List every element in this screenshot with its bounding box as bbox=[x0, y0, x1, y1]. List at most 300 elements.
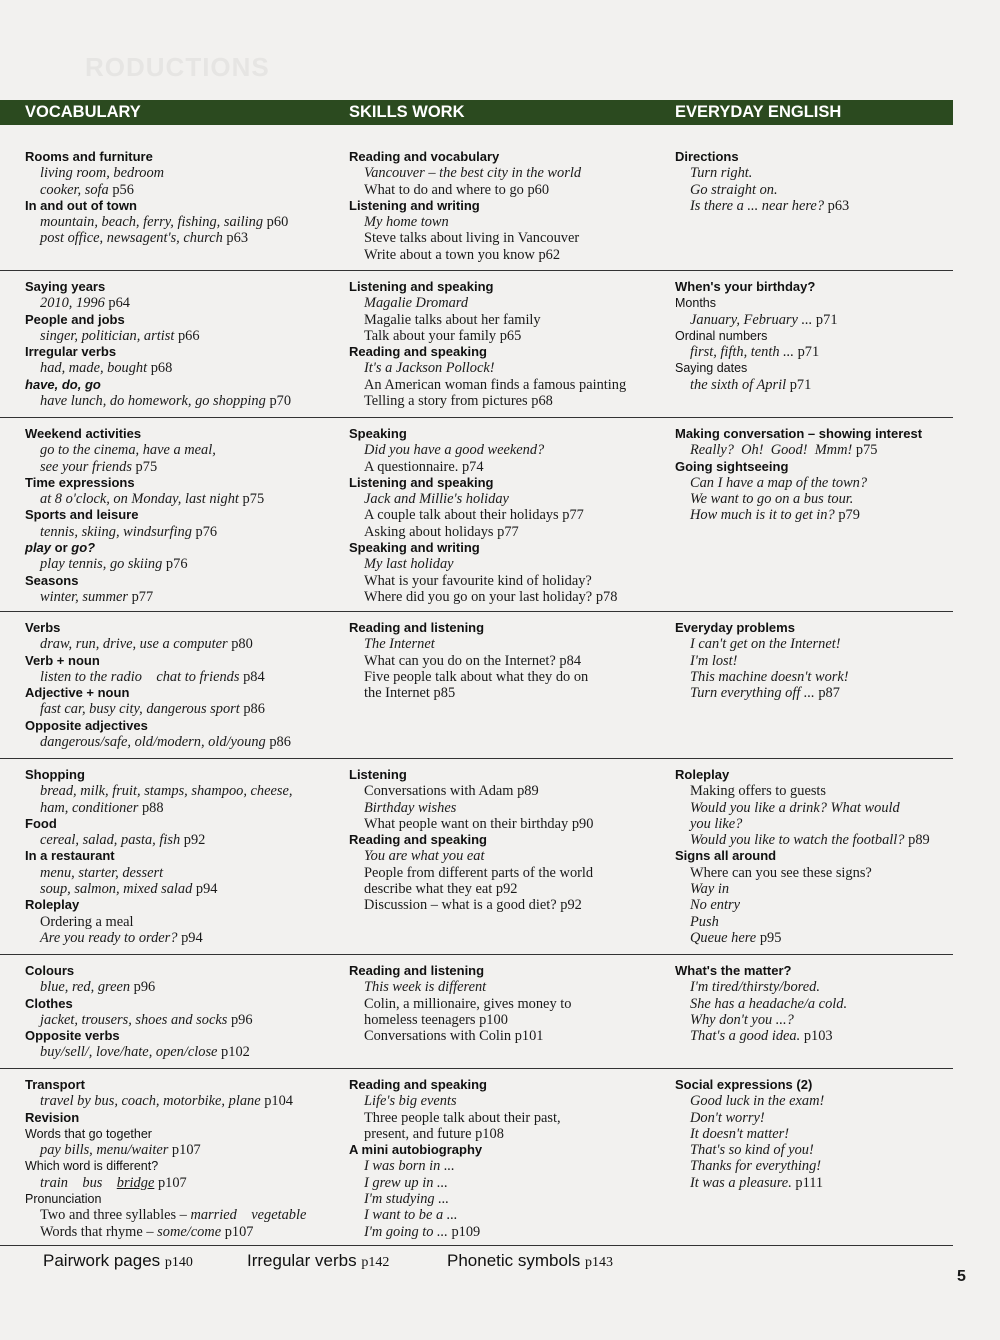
topic-line bbox=[675, 1110, 950, 1126]
topic-line bbox=[25, 636, 335, 652]
everyday-column bbox=[675, 620, 950, 701]
page-reference[interactable]: p78 bbox=[595, 588, 618, 605]
line-text: This machine doesn't work! bbox=[690, 668, 849, 685]
topic-line bbox=[675, 783, 950, 799]
page-reference[interactable]: p75 bbox=[135, 458, 158, 475]
line-text: Way in bbox=[690, 881, 730, 898]
topic-line bbox=[25, 230, 335, 246]
line-text: train bus bbox=[40, 1174, 117, 1191]
topic-line bbox=[675, 996, 950, 1012]
topic-line bbox=[25, 783, 335, 799]
section-divider bbox=[0, 758, 953, 759]
line-text: Why don't you ...? bbox=[690, 1011, 794, 1028]
line-text: Reading and vocabulary bbox=[349, 149, 500, 164]
line-text: cereal, salad, pasta, fish bbox=[40, 832, 181, 849]
topic-heading bbox=[675, 848, 950, 864]
vocabulary-column bbox=[25, 620, 335, 750]
line-text: Five people talk about what they do on bbox=[364, 668, 589, 685]
topic-heading bbox=[349, 344, 669, 360]
page-reference[interactable]: p75 bbox=[242, 491, 265, 508]
line-text: Saying years bbox=[25, 279, 106, 294]
line-text: living room, bedroom bbox=[40, 165, 165, 182]
line-text: In and out of town bbox=[25, 197, 137, 213]
page-reference[interactable]: p95 bbox=[759, 929, 782, 946]
line-text: I'm going to ... bbox=[364, 1223, 448, 1240]
everyday-column bbox=[675, 279, 950, 393]
topic-line bbox=[675, 491, 950, 507]
page-reference[interactable]: p75 bbox=[855, 442, 878, 459]
topic-line bbox=[349, 636, 669, 652]
everyday-english-header: EVERYDAY ENGLISH bbox=[675, 103, 842, 121]
page-reference[interactable]: p94 bbox=[195, 881, 218, 898]
line-text: Listening and speaking bbox=[349, 474, 494, 490]
line-text: fast car, busy city, dangerous sport bbox=[40, 701, 240, 718]
heading-text: have, do, go bbox=[25, 376, 101, 392]
topic-line bbox=[675, 685, 950, 701]
topic-heading bbox=[25, 996, 335, 1012]
topic-line bbox=[349, 589, 669, 605]
page-reference[interactable]: p85 bbox=[433, 685, 456, 702]
topic-line bbox=[675, 669, 950, 685]
line-text: Reading and speaking bbox=[349, 1077, 487, 1092]
topic-line bbox=[675, 930, 950, 946]
line-text: No entry bbox=[690, 897, 740, 914]
topic-line bbox=[349, 881, 669, 897]
topic-heading bbox=[349, 620, 669, 636]
line-text: ham, conditioner bbox=[40, 799, 139, 816]
line-text: The Internet bbox=[364, 636, 435, 653]
line-text: It doesn't matter! bbox=[690, 1125, 789, 1142]
line-text: Verbs bbox=[25, 620, 61, 635]
line-text: Roleplay bbox=[25, 897, 80, 913]
skills-column bbox=[349, 963, 669, 1044]
line-text: first, fifth, tenth ... bbox=[690, 344, 794, 361]
line-text: Colin, a millionaire, gives money to bbox=[364, 995, 572, 1012]
line-text: Conversations with Colin bbox=[364, 1028, 512, 1045]
line-text: Life's big events bbox=[364, 1093, 457, 1110]
page-reference[interactable]: p89 bbox=[517, 783, 539, 800]
line-text: Would you like to watch the football? bbox=[690, 832, 905, 849]
line-text: Signs all around bbox=[675, 848, 777, 864]
topic-line bbox=[349, 1110, 669, 1126]
topic-line bbox=[349, 507, 669, 523]
topic-line bbox=[349, 897, 669, 913]
page-reference[interactable]: p63 bbox=[827, 197, 850, 214]
page-reference[interactable]: p80 bbox=[231, 636, 253, 653]
line-text: Don't worry! bbox=[690, 1109, 765, 1126]
line-text: Are you ready to order? bbox=[40, 929, 178, 946]
topic-heading bbox=[675, 426, 950, 442]
topic-heading bbox=[25, 149, 335, 165]
topic-heading bbox=[349, 426, 669, 442]
topic-heading bbox=[25, 1110, 335, 1126]
topic-line bbox=[349, 816, 669, 832]
everyday-column bbox=[675, 963, 950, 1044]
topic-line bbox=[25, 1191, 335, 1207]
topic-line bbox=[675, 442, 950, 458]
topic-heading bbox=[25, 279, 335, 295]
topic-heading bbox=[349, 198, 669, 214]
page-reference[interactable]: p87 bbox=[818, 685, 840, 702]
line-text: Colours bbox=[25, 963, 75, 978]
line-text: Queue here bbox=[690, 929, 757, 946]
line-text: Listening and writing bbox=[349, 197, 480, 213]
topic-line bbox=[25, 800, 335, 816]
page-reference[interactable]: p68 bbox=[150, 360, 173, 377]
topic-line bbox=[675, 1093, 950, 1109]
topic-line bbox=[675, 1142, 950, 1158]
topic-heading bbox=[25, 685, 335, 701]
topic-heading bbox=[25, 653, 335, 669]
topic-line bbox=[25, 214, 335, 230]
vocabulary-column bbox=[25, 963, 335, 1061]
topic-line bbox=[675, 636, 950, 652]
topic-line bbox=[349, 865, 669, 881]
line-text: Adjective + noun bbox=[25, 685, 130, 701]
line-text: Irregular verbs bbox=[25, 344, 117, 360]
page-reference[interactable]: p88 bbox=[141, 799, 164, 816]
topic-heading bbox=[25, 848, 335, 864]
line-text: describe what they eat bbox=[364, 881, 493, 898]
page-reference[interactable]: p101 bbox=[514, 1028, 544, 1045]
line-text: Push bbox=[690, 913, 719, 930]
heading-italic-word: play bbox=[25, 540, 52, 556]
page-reference[interactable]: p92 bbox=[495, 881, 518, 898]
line-text: Revision bbox=[25, 1109, 80, 1125]
line-text: Reading and listening bbox=[349, 620, 485, 635]
line-text: Jack and Millie's holiday bbox=[364, 491, 509, 508]
page-reference[interactable]: p86 bbox=[269, 734, 291, 751]
topic-line bbox=[675, 816, 950, 832]
topic-line bbox=[349, 848, 669, 864]
everyday-column bbox=[675, 1077, 950, 1191]
topic-heading bbox=[675, 620, 950, 636]
topic-line bbox=[675, 832, 950, 848]
topic-heading bbox=[349, 475, 669, 491]
line-text: In a restaurant bbox=[25, 848, 115, 864]
line-text: Can I have a map of the town? bbox=[690, 474, 868, 491]
line-text: travel by bus, coach, motorbike, plane bbox=[40, 1093, 261, 1110]
line-text: go to the cinema, have a meal, bbox=[40, 442, 216, 459]
line-text: Social expressions (2) bbox=[675, 1077, 813, 1092]
topic-heading bbox=[25, 1077, 335, 1093]
section-divider bbox=[0, 270, 953, 271]
page-reference[interactable]: p65 bbox=[499, 327, 522, 344]
page-reference[interactable]: p60 bbox=[527, 181, 550, 198]
topic-heading bbox=[349, 540, 669, 556]
heading-connector: or bbox=[51, 540, 72, 556]
line-text: Seasons bbox=[25, 572, 79, 588]
line-text: Conversations with Adam bbox=[364, 783, 514, 800]
topic-line bbox=[349, 442, 669, 458]
topic-line bbox=[349, 1093, 669, 1109]
topic-heading bbox=[25, 963, 335, 979]
page-reference[interactable]: p92 bbox=[560, 897, 582, 914]
vocabulary-column bbox=[25, 767, 335, 946]
vocabulary-column bbox=[25, 426, 335, 605]
line-text: Magalie talks about her family bbox=[364, 311, 541, 328]
line-text: draw, run, drive, use a computer bbox=[40, 636, 228, 653]
line-text: I'm studying ... bbox=[364, 1191, 450, 1208]
page-reference[interactable]: p84 bbox=[559, 652, 582, 669]
topic-line bbox=[675, 865, 950, 881]
line-text: Reading and speaking bbox=[349, 832, 487, 848]
topic-line bbox=[25, 1158, 335, 1174]
line-text: Weekend activities bbox=[25, 426, 142, 441]
line-text: the sixth of April bbox=[690, 376, 787, 393]
footer-links bbox=[0, 1251, 1000, 1275]
line-text: Good luck in the exam! bbox=[690, 1093, 825, 1110]
vocabulary-column bbox=[25, 149, 335, 247]
page-reference[interactable]: p77 bbox=[562, 507, 584, 524]
topic-line bbox=[349, 491, 669, 507]
page-reference[interactable]: p108 bbox=[475, 1125, 504, 1142]
line-text: 2010, 1996 bbox=[40, 295, 105, 312]
section-divider bbox=[0, 1245, 953, 1246]
topic-line bbox=[349, 230, 669, 246]
everyday-column bbox=[675, 426, 950, 524]
line-text: Where can you see these signs? bbox=[690, 864, 872, 881]
topic-heading bbox=[25, 1028, 335, 1044]
page-reference[interactable]: p107 bbox=[224, 1223, 254, 1240]
page-reference[interactable]: p56 bbox=[112, 181, 134, 198]
topic-line bbox=[25, 589, 335, 605]
line-text: I want to be a ... bbox=[364, 1207, 458, 1224]
topic-line bbox=[349, 556, 669, 572]
topic-line bbox=[349, 996, 669, 1012]
line-text: Turn everything off ... bbox=[690, 685, 815, 702]
vocabulary-column bbox=[25, 1077, 335, 1240]
topic-line bbox=[25, 360, 335, 376]
line-text: Food bbox=[25, 815, 57, 831]
topic-heading bbox=[25, 198, 335, 214]
page-reference[interactable]: p62 bbox=[538, 246, 561, 263]
page-reference[interactable]: p79 bbox=[838, 507, 860, 524]
page-reference[interactable]: p107 bbox=[157, 1174, 187, 1191]
line-text: the Internet bbox=[364, 685, 430, 702]
topic-line bbox=[675, 1175, 950, 1191]
line-text: I'm lost! bbox=[690, 652, 738, 669]
page-reference[interactable]: p71 bbox=[789, 376, 812, 393]
line-text: You are what you eat bbox=[364, 848, 485, 865]
page-reference[interactable]: p76 bbox=[195, 523, 218, 540]
page-number: 5 bbox=[957, 1268, 966, 1285]
page-reference[interactable]: p102 bbox=[221, 1044, 250, 1061]
topic-line bbox=[349, 377, 669, 393]
topic-line bbox=[675, 653, 950, 669]
page-reference[interactable]: p86 bbox=[243, 701, 265, 718]
topic-line bbox=[349, 1028, 669, 1044]
line-text: Turn right. bbox=[690, 165, 753, 182]
page-reference[interactable]: p64 bbox=[108, 295, 130, 312]
line-text: I was born in ... bbox=[364, 1158, 455, 1175]
page-reference[interactable]: p100 bbox=[479, 1011, 508, 1028]
line-text: Making conversation – showing interest bbox=[675, 426, 923, 441]
topic-line bbox=[675, 475, 950, 491]
line-text: buy/sell/, love/hate, open/close bbox=[40, 1044, 218, 1061]
topic-line bbox=[349, 1175, 669, 1191]
topic-heading bbox=[675, 1077, 950, 1093]
footer-item-phonetic-symbols[interactable]: Phonetic symbols p143 bbox=[447, 1251, 613, 1270]
line-text: Listening and speaking bbox=[349, 279, 494, 294]
topic-heading bbox=[25, 573, 335, 589]
topic-heading bbox=[349, 832, 669, 848]
line-text: Which word is different? bbox=[25, 1159, 159, 1174]
line-text: An American woman finds a famous painting bbox=[364, 376, 627, 393]
line-text: This week is different bbox=[364, 979, 487, 996]
footer-item-irregular-verbs[interactable]: Irregular verbs p142 bbox=[247, 1251, 390, 1270]
line-text: see your friends bbox=[40, 458, 132, 475]
topic-line bbox=[675, 344, 950, 360]
topic-line bbox=[675, 295, 950, 311]
line-text: Birthday wishes bbox=[364, 799, 457, 816]
topic-line bbox=[349, 182, 669, 198]
line-text: A questionnaire. bbox=[364, 458, 459, 475]
topic-line bbox=[25, 1012, 335, 1028]
topic-heading bbox=[675, 963, 950, 979]
topic-line bbox=[349, 573, 669, 589]
topic-heading bbox=[25, 540, 335, 556]
topic-line bbox=[349, 312, 669, 328]
line-text: That's so kind of you! bbox=[690, 1142, 814, 1159]
topic-line bbox=[675, 198, 950, 214]
page-reference[interactable]: p68 bbox=[531, 393, 553, 410]
page-reference[interactable]: p77 bbox=[131, 588, 154, 605]
page-reference[interactable]: p111 bbox=[795, 1174, 824, 1191]
page-reference[interactable]: p94 bbox=[181, 929, 203, 946]
skills-column bbox=[349, 426, 669, 605]
page-reference[interactable]: p103 bbox=[803, 1028, 833, 1045]
skills-column bbox=[349, 620, 669, 701]
line-text: People and jobs bbox=[25, 311, 125, 327]
line-text: That's a good idea. bbox=[690, 1028, 801, 1045]
line-text: have lunch, do homework, go shopping bbox=[40, 393, 266, 410]
line-text: at 8 o'clock, on Monday, last night bbox=[40, 491, 239, 508]
line-text: January, February ... bbox=[690, 311, 813, 328]
topic-heading bbox=[675, 149, 950, 165]
topic-line bbox=[25, 1224, 335, 1240]
line-text: Everyday problems bbox=[675, 620, 795, 635]
topic-line bbox=[675, 165, 950, 181]
line-text: pay bills, menu/waiter bbox=[40, 1142, 169, 1159]
page-reference[interactable]: p76 bbox=[165, 556, 188, 573]
topic-line bbox=[25, 295, 335, 311]
topic-heading bbox=[25, 475, 335, 491]
line-text: cooker, sofa bbox=[40, 181, 109, 198]
topic-heading bbox=[25, 816, 335, 832]
topic-line bbox=[25, 1126, 335, 1142]
page-reference[interactable]: p71 bbox=[815, 311, 838, 328]
line-text: Going sightseeing bbox=[675, 458, 789, 474]
example-words: married vegetable bbox=[190, 1207, 307, 1224]
section-divider bbox=[0, 417, 953, 418]
page-reference[interactable]: p96 bbox=[230, 1011, 253, 1028]
topic-line bbox=[25, 734, 335, 750]
page-reference[interactable]: p89 bbox=[908, 832, 930, 849]
topic-line bbox=[25, 832, 335, 848]
line-text: Really? Oh! Good! Mmm! bbox=[690, 442, 853, 459]
line-text: Transport bbox=[25, 1077, 85, 1092]
topic-heading bbox=[675, 279, 950, 295]
topic-heading bbox=[25, 312, 335, 328]
line-text: Opposite verbs bbox=[25, 1028, 120, 1044]
topic-heading bbox=[349, 963, 669, 979]
page-reference[interactable]: p74 bbox=[461, 458, 484, 475]
page-reference[interactable]: p107 bbox=[171, 1142, 201, 1159]
line-text: Sports and leisure bbox=[25, 507, 139, 523]
line-text: Time expressions bbox=[25, 474, 135, 490]
topic-line bbox=[675, 360, 950, 376]
topic-line bbox=[349, 165, 669, 181]
line-text: Listening bbox=[349, 767, 407, 782]
line-text: homeless teenagers bbox=[364, 1011, 476, 1028]
topic-line bbox=[675, 800, 950, 816]
page-reference[interactable]: p60 bbox=[266, 214, 289, 231]
topic-line bbox=[349, 459, 669, 475]
topic-line bbox=[25, 165, 335, 181]
skills-column bbox=[349, 279, 669, 409]
line-text: Saying dates bbox=[675, 361, 748, 376]
topic-line bbox=[25, 442, 335, 458]
topic-heading bbox=[25, 507, 335, 523]
line-text: I can't get on the Internet! bbox=[690, 636, 841, 653]
line-text: Go straight on. bbox=[690, 181, 778, 198]
page-reference[interactable]: p70 bbox=[269, 393, 292, 410]
section-divider bbox=[0, 611, 953, 612]
topic-line bbox=[25, 1044, 335, 1060]
topic-line bbox=[25, 182, 335, 198]
topic-line bbox=[349, 1207, 669, 1223]
line-text: She has a headache/a cold. bbox=[690, 995, 848, 1012]
line-text: Discussion – what is a good diet? bbox=[364, 897, 557, 914]
topic-line bbox=[25, 328, 335, 344]
topic-line bbox=[25, 865, 335, 881]
page-reference[interactable]: p84 bbox=[243, 668, 265, 685]
line-text: singer, politician, artist bbox=[40, 327, 175, 344]
topic-heading bbox=[675, 459, 950, 475]
page-reference[interactable]: p71 bbox=[797, 344, 820, 361]
topic-line bbox=[349, 669, 669, 685]
topic-line bbox=[349, 1224, 669, 1240]
topic-line bbox=[25, 1207, 335, 1223]
page-reference[interactable]: p77 bbox=[497, 523, 519, 540]
line-text: Opposite adjectives bbox=[25, 717, 148, 733]
topic-line bbox=[349, 1012, 669, 1028]
topic-line bbox=[25, 1093, 335, 1109]
topic-line bbox=[675, 182, 950, 198]
page-reference[interactable]: p92 bbox=[183, 832, 206, 849]
page-reference[interactable]: p109 bbox=[451, 1223, 481, 1240]
line-text: listen to the radio chat to friends bbox=[40, 668, 240, 685]
topic-line bbox=[25, 491, 335, 507]
page-reference[interactable]: p63 bbox=[226, 230, 249, 247]
line-text: soup, salmon, mixed salad bbox=[40, 881, 193, 898]
page-reference[interactable]: p66 bbox=[177, 327, 200, 344]
line-text: blue, red, green bbox=[40, 979, 131, 996]
page-reference[interactable]: p90 bbox=[571, 815, 594, 832]
line-text: post office, newsagent's, church bbox=[40, 230, 223, 247]
topic-line bbox=[25, 701, 335, 717]
topic-line bbox=[25, 914, 335, 930]
page-reference[interactable]: p96 bbox=[133, 979, 156, 996]
line-text: jacket, trousers, shoes and socks bbox=[40, 1011, 228, 1028]
page-reference[interactable]: p104 bbox=[264, 1093, 293, 1110]
footer-item-pairwork[interactable]: Pairwork pages p140 bbox=[43, 1251, 193, 1270]
line-text: had, made, bought bbox=[40, 360, 148, 377]
line-text: winter, summer bbox=[40, 588, 128, 605]
line-text: you like? bbox=[690, 815, 743, 832]
line-text: What people want on their birthday bbox=[364, 815, 569, 832]
